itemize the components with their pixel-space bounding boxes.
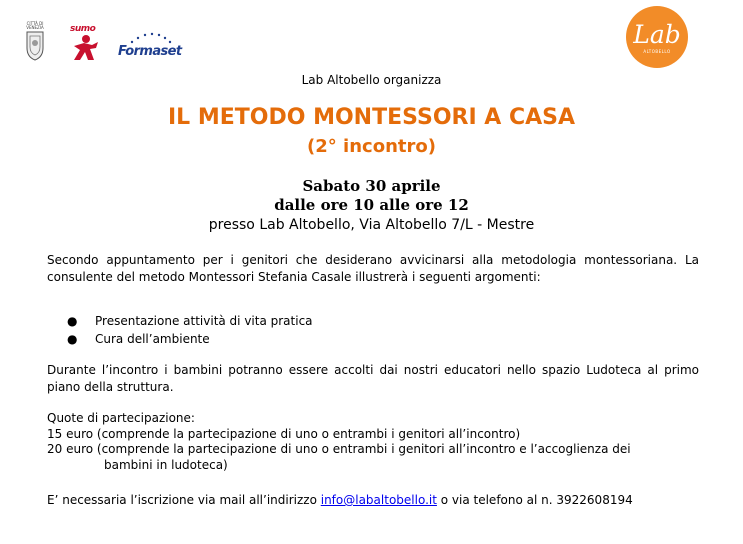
registration-text-before: E’ necessaria l’iscrizione via mail all’indirizzo — [47, 493, 321, 507]
page-title: IL METODO MONTESSORI A CASA — [167, 105, 576, 130]
fee-line-1: 15 euro (comprende la partecipazione di uno o entrambi i genitori all’incontro) — [47, 427, 521, 441]
fee-line-2: 20 euro (comprende la partecipazione di uno o entrambi i genitori all’incontro e l’accoglienza dei — [47, 442, 631, 456]
registration-text-after: o via telefono al n. 3922608194 — [436, 493, 633, 507]
event-time: dalle ore 10 alle ore 12 — [274, 196, 469, 214]
email-link[interactable]: info@labaltobello.it — [320, 493, 437, 507]
formaset-logo — [118, 30, 182, 62]
intro-paragraph: Secondo appuntamento per i genitori che desiderano avvicinarsi alla metodologia montessoriana. La consulente del metodo Montessori Stefania Casale illustrerà i seguenti argomenti: — [47, 253, 699, 284]
logo-bar — [0, 0, 743, 75]
topics-list — [67, 313, 667, 348]
organizer-line: Lab Altobello organizza — [301, 73, 442, 87]
topic-label: Presentazione attività di vita pratica — [95, 314, 313, 328]
bullet-icon: ● — [67, 331, 78, 346]
crest-caption: CITTÀ DI VENEZIA — [26, 21, 44, 30]
fees-title: Quote di partecipazione: — [47, 411, 195, 425]
list-item — [67, 331, 667, 349]
registration-line — [47, 492, 707, 508]
sumo-text: sumo — [70, 24, 96, 34]
page-subtitle: (2° incontro) — [307, 136, 436, 157]
event-date: Sabato 30 aprile — [302, 177, 441, 195]
lab-logo-subtext: ALTOBELLO — [643, 49, 671, 54]
topic-label: Cura dell’ambiente — [95, 331, 210, 346]
lab-altobello-logo — [626, 6, 688, 68]
kids-paragraph: Durante l’incontro i bambini potranno essere accolti dai nostri educatori nello spazio Ludoteca al primo piano della struttura. — [47, 363, 699, 394]
sumo-logo — [70, 24, 102, 62]
list-item — [67, 313, 667, 331]
fee-line-2-continued: bambini in ludoteca) — [104, 458, 228, 472]
lab-logo-text: Lab — [633, 20, 681, 49]
event-place: presso Lab Altobello, Via Altobello 7/L - Mestre — [208, 217, 535, 233]
venezia-crest-logo — [24, 22, 46, 62]
bullet-icon: ● — [67, 314, 78, 328]
formaset-text: Formaset — [118, 44, 182, 59]
